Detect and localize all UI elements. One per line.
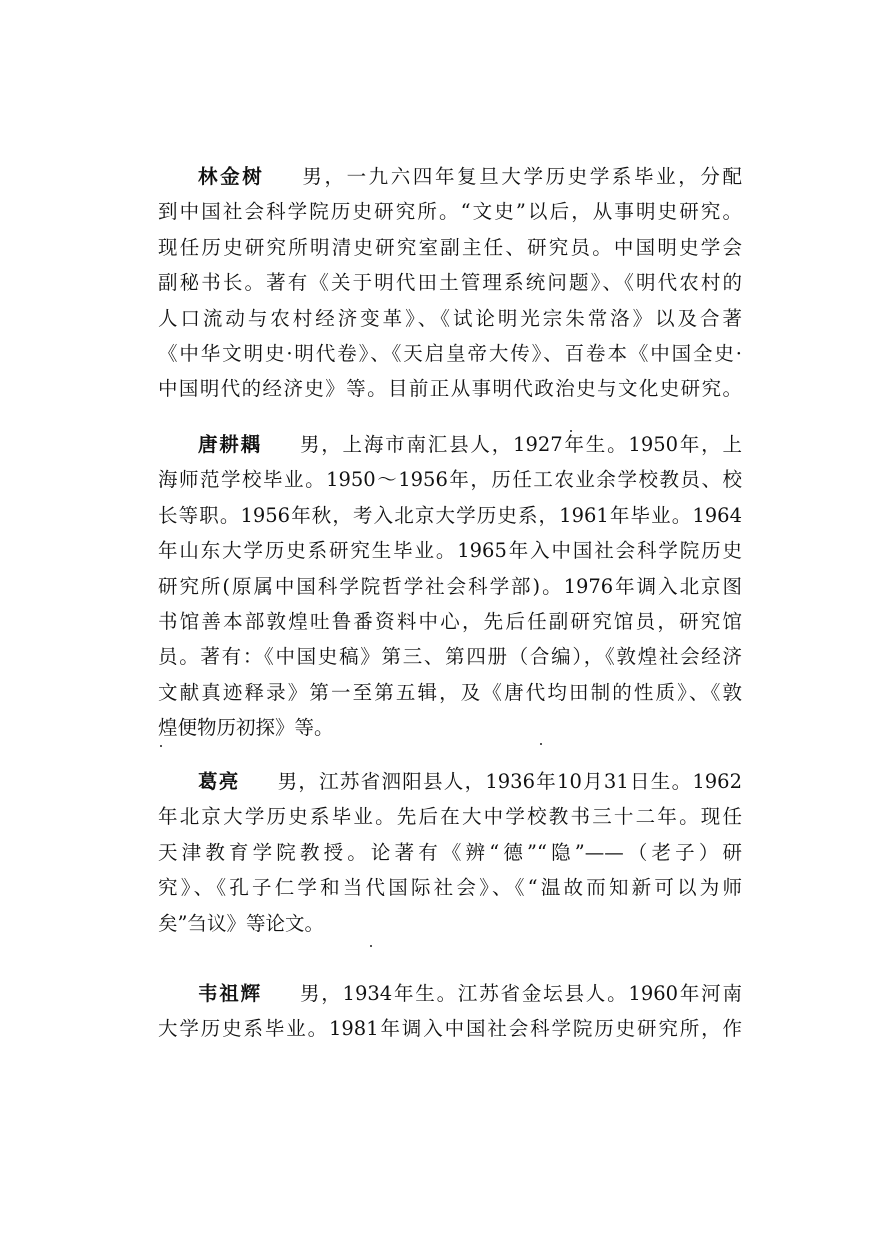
person-name: 韦祖辉 bbox=[198, 982, 262, 1005]
entry-line: 文献真迹释录》第一至第五辑，及《唐代均田制的性质》、《敦 bbox=[158, 680, 742, 704]
entry-first-line bbox=[158, 159, 742, 194]
entry-first-line bbox=[158, 427, 742, 462]
entry-text: 男，上海市南汇县人，1927年生。1950年，上 bbox=[299, 433, 742, 456]
scan-speck bbox=[540, 743, 542, 745]
entry-line: 海师范学校毕业。1950～1956年，历任工农业余学校教员、校 bbox=[158, 468, 742, 492]
entry-line: 大学历史系毕业。1981年调入中国社会科学院历史研究所，作 bbox=[158, 1017, 742, 1041]
entry-line: 现任历史研究所明清史研究室副主任、研究员。中国明史学会 bbox=[158, 235, 742, 259]
entry-line: 员。著有：《中国史稿》第三、第四册（合编），《敦煌社会经济 bbox=[158, 645, 742, 669]
biography-entry bbox=[158, 764, 742, 941]
entry-line: 中国明代的经济史》等。目前正从事明代政治史与文化史研究。 bbox=[158, 377, 742, 401]
entry-line: 《中华文明史·明代卷》、《天启皇帝大传》、百卷本《中国全史· bbox=[158, 341, 742, 365]
entry-text: 男，1934年生。江苏省金坛县人。1960年河南 bbox=[299, 982, 742, 1005]
scan-speck bbox=[160, 745, 162, 747]
entry-line: 人口流动与农村经济变革》、《试论明光宗朱常洛》以及合著 bbox=[158, 306, 742, 330]
biography-entry bbox=[158, 976, 742, 1047]
entry-line: 副秘书长。著有《关于明代田土管理系统问题》、《明代农村的 bbox=[158, 271, 742, 295]
entry-line: 年北京大学历史系毕业。先后在大中学校教书三十二年。现任 bbox=[158, 805, 742, 829]
scan-speck bbox=[570, 430, 572, 432]
entry-line: 长等职。1956年秋，考入北京大学历史系，1961年毕业。1964 bbox=[158, 503, 742, 527]
entry-line: 到中国社会科学院历史研究所。“文史”以后，从事明史研究。 bbox=[158, 200, 742, 224]
entry-text: 男，一九六四年复旦大学历史学系毕业，分配 bbox=[302, 165, 742, 188]
biography-entry bbox=[158, 427, 742, 746]
biography-entry bbox=[158, 159, 742, 407]
entry-first-line bbox=[158, 976, 742, 1011]
entry-text: 男，江苏省泗阳县人，1936年10月31日生。1962 bbox=[277, 770, 742, 793]
entry-line: 究》、《孔子仁学和当代国际社会》、《“温故而知新可以为师 bbox=[158, 876, 742, 900]
entry-line: 天津教育学院教授。论著有《辨“德”“隐”——（老子）研 bbox=[158, 840, 742, 864]
person-name: 唐耕耦 bbox=[198, 433, 262, 456]
person-name: 林金树 bbox=[198, 165, 265, 188]
entry-first-line bbox=[158, 764, 742, 799]
entry-line: 年山东大学历史系研究生毕业。1965年入中国社会科学院历史 bbox=[158, 539, 742, 563]
entry-line: 煌便物历初探》等。 bbox=[158, 716, 334, 740]
person-name: 葛亮 bbox=[198, 770, 240, 793]
entry-line: 矣”刍议》等论文。 bbox=[158, 911, 324, 935]
entry-line: 书馆善本部敦煌吐鲁番资料中心，先后任副研究馆员，研究馆 bbox=[158, 609, 742, 633]
scan-speck bbox=[370, 945, 372, 947]
entry-line: 研究所(原属中国科学院哲学社会科学部)。1976年调入北京图 bbox=[158, 574, 742, 598]
